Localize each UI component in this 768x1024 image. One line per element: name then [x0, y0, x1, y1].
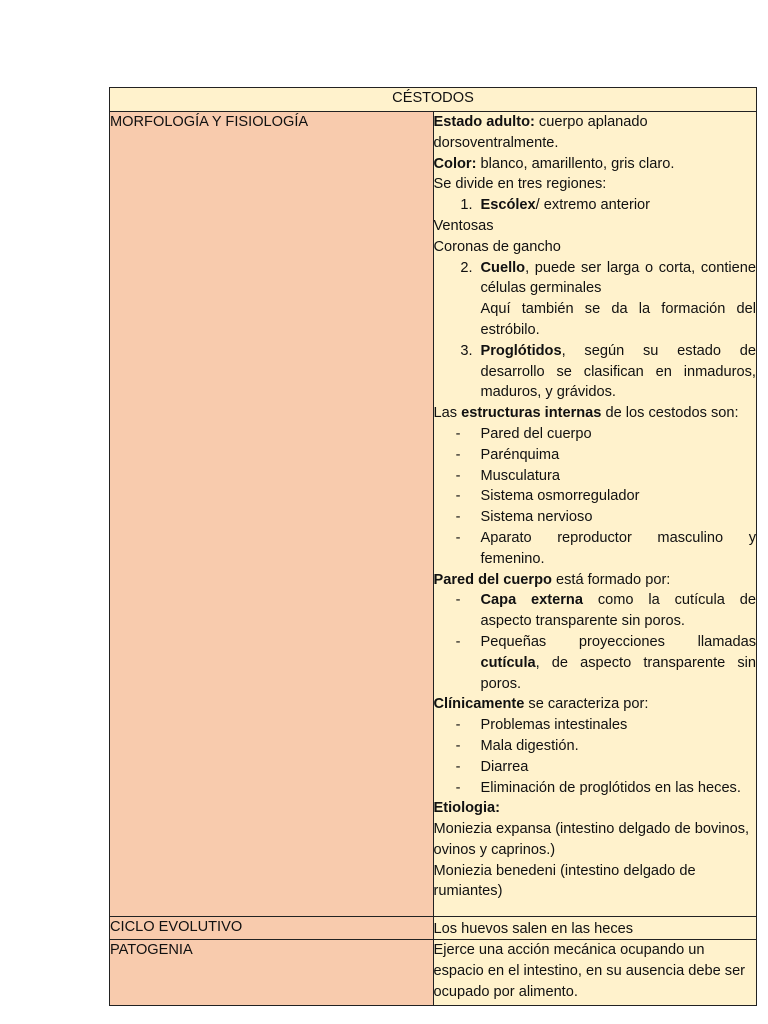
list-item: - Sistema osmorregulador: [455, 488, 640, 505]
adult-line: Estado adulto: cuerpo aplanado dorsoventralmente.: [433, 114, 648, 151]
color-line: Color: blanco, amarillento, gris claro.: [433, 155, 675, 172]
list-item: - Aparato reproductor masculino y femenino.: [455, 529, 756, 567]
list-item-escolex: 1. Escólex/ extremo anterior: [460, 197, 651, 214]
cestodos-table: [109, 87, 757, 1006]
row-label-ciclo: CICLO EVOLUTIVO: [110, 917, 434, 940]
list-item: - Musculatura: [455, 467, 560, 484]
etiologia-expansa: Moniezia expansa (intestino delgado de bovinos, ovinos y caprinos.): [433, 821, 750, 858]
etiologia-heading: Etiologia:: [433, 800, 500, 817]
coronas-line: Coronas de gancho: [433, 238, 561, 255]
clinicamente-intro: Clínicamente se caracteriza por:: [433, 696, 649, 713]
list-item: - Parénquima: [455, 446, 560, 463]
ventosas-line: Ventosas: [433, 217, 494, 234]
internal-intro: Las estructuras internas de los cestodos son:: [433, 405, 739, 422]
list-item: - Pared del cuerpo: [455, 425, 592, 442]
table-title: CÉSTODOS: [110, 88, 757, 112]
list-item: - Capa externa como la cutícula de aspecto transparente sin poros.: [455, 592, 756, 630]
list-item-cuello: 2. Cuello, puede ser larga o corta, contiene células germinales: [460, 259, 756, 297]
pared-intro: Pared del cuerpo está formado por:: [433, 571, 671, 588]
list-item-proglotidos: 3. Proglótidos, según su estado de desarrollo se clasifican en inmaduros, maduros, y grávidos.: [460, 342, 756, 401]
list-item: - Mala digestión.: [455, 737, 579, 754]
regions-intro: Se divide en tres regiones:: [433, 176, 607, 193]
ciclo-content: Los huevos salen en las heces: [433, 917, 757, 940]
list-item: - Pequeñas proyecciones llamadas cutícula, de aspecto transparente sin poros.: [455, 633, 756, 692]
row-label-patogenia: PATOGENIA: [110, 940, 434, 1005]
cuello-extra: Aquí también se da la formación del estróbilo.: [480, 301, 756, 338]
list-item: - Eliminación de proglótidos en las heces.: [455, 779, 741, 796]
list-item: - Sistema nervioso: [455, 509, 593, 526]
list-item: - Problemas intestinales: [455, 717, 628, 734]
morfologia-content: [433, 112, 757, 917]
etiologia-benedeni: Moniezia benedeni (intestino delgado de rumiantes): [433, 862, 696, 900]
list-item: - Diarrea: [455, 758, 529, 775]
patogenia-content: Ejerce una acción mecánica ocupando un espacio en el intestino, en su ausencia debe ser ocupado por alimento.: [433, 940, 757, 1005]
row-label-morfologia: MORFOLOGÍA Y FISIOLOGÍA: [110, 112, 434, 917]
